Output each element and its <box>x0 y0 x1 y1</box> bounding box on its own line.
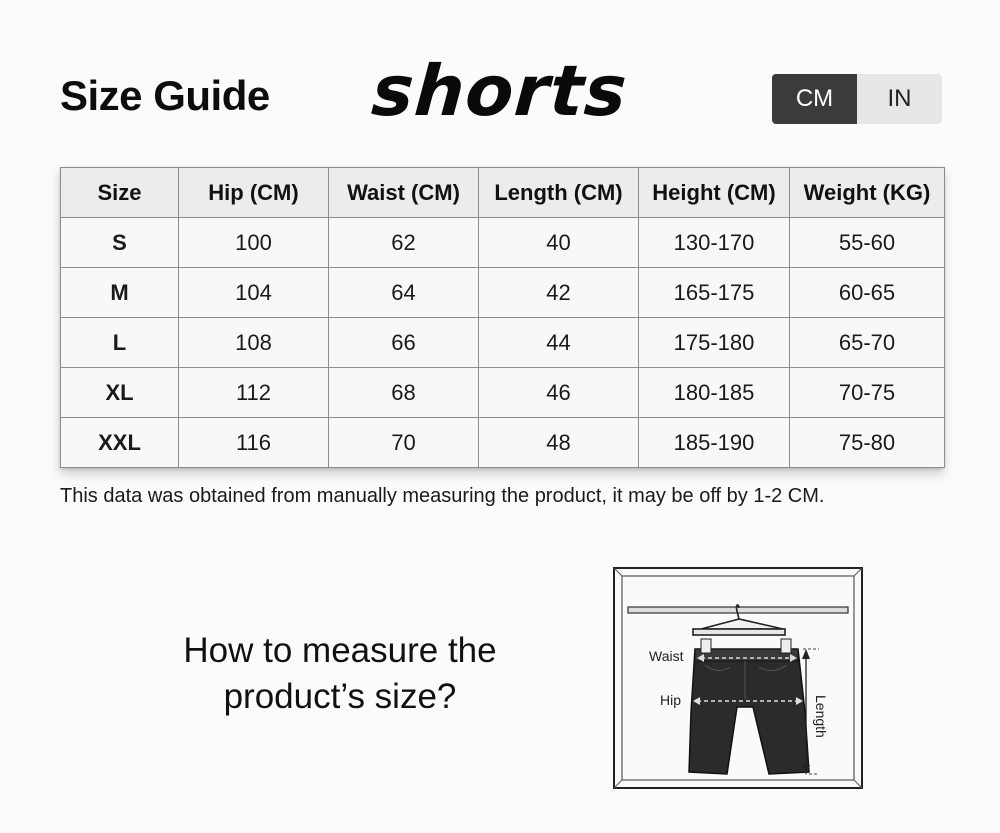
hip-cell: 104 <box>179 268 329 318</box>
size-cell: L <box>61 318 179 368</box>
waist-cell: 64 <box>329 268 479 318</box>
size-cell: S <box>61 218 179 268</box>
length-cell: 40 <box>479 218 639 268</box>
product-name: shorts <box>369 50 631 132</box>
size-cell: M <box>61 268 179 318</box>
column-header-waist: Waist (CM) <box>329 168 479 218</box>
hip-label: Hip <box>660 692 682 708</box>
length-cell: 48 <box>479 418 639 468</box>
column-header-hip: Hip (CM) <box>179 168 329 218</box>
table-row <box>61 218 945 268</box>
length-label: Length <box>813 695 829 738</box>
column-header-height: Height (CM) <box>639 168 790 218</box>
height-cell: 185-190 <box>639 418 790 468</box>
how-to-measure-heading <box>150 628 530 720</box>
weight-cell: 75-80 <box>790 418 945 468</box>
how-to-line-2: product’s size? <box>223 677 457 716</box>
length-cell: 44 <box>479 318 639 368</box>
weight-cell: 55-60 <box>790 218 945 268</box>
size-cell: XXL <box>61 418 179 468</box>
table-row <box>61 268 945 318</box>
height-cell: 165-175 <box>639 268 790 318</box>
page-title: Size Guide <box>60 72 270 119</box>
height-cell: 130-170 <box>639 218 790 268</box>
hip-cell: 108 <box>179 318 329 368</box>
weight-cell: 60-65 <box>790 268 945 318</box>
table-row <box>61 418 945 468</box>
weight-cell: 65-70 <box>790 318 945 368</box>
waist-label: Waist <box>649 648 684 664</box>
unit-in-button[interactable]: IN <box>887 85 912 112</box>
table-header-row <box>61 168 945 218</box>
hip-cell: 116 <box>179 418 329 468</box>
hip-cell: 112 <box>179 368 329 418</box>
measurement-note: This data was obtained from manually measuring the product, it may be off by 1-2 CM. <box>60 485 825 507</box>
column-header-weight: Weight (KG) <box>790 168 945 218</box>
length-cell: 42 <box>479 268 639 318</box>
waist-cell: 66 <box>329 318 479 368</box>
weight-cell: 70-75 <box>790 368 945 418</box>
height-cell: 180-185 <box>639 368 790 418</box>
column-header-length: Length (CM) <box>479 168 639 218</box>
height-cell: 175-180 <box>639 318 790 368</box>
waist-cell: 62 <box>329 218 479 268</box>
waist-cell: 68 <box>329 368 479 418</box>
hip-cell: 100 <box>179 218 329 268</box>
size-cell: XL <box>61 368 179 418</box>
length-cell: 46 <box>479 368 639 418</box>
table-row <box>61 368 945 418</box>
how-to-line-1: How to measure the <box>183 631 497 670</box>
waist-cell: 70 <box>329 418 479 468</box>
column-header-size: Size <box>61 168 179 218</box>
unit-cm-button[interactable]: CM <box>772 74 857 124</box>
table-row <box>61 318 945 368</box>
size-table <box>60 167 944 468</box>
unit-toggle <box>772 74 942 124</box>
measurement-diagram <box>613 567 863 789</box>
